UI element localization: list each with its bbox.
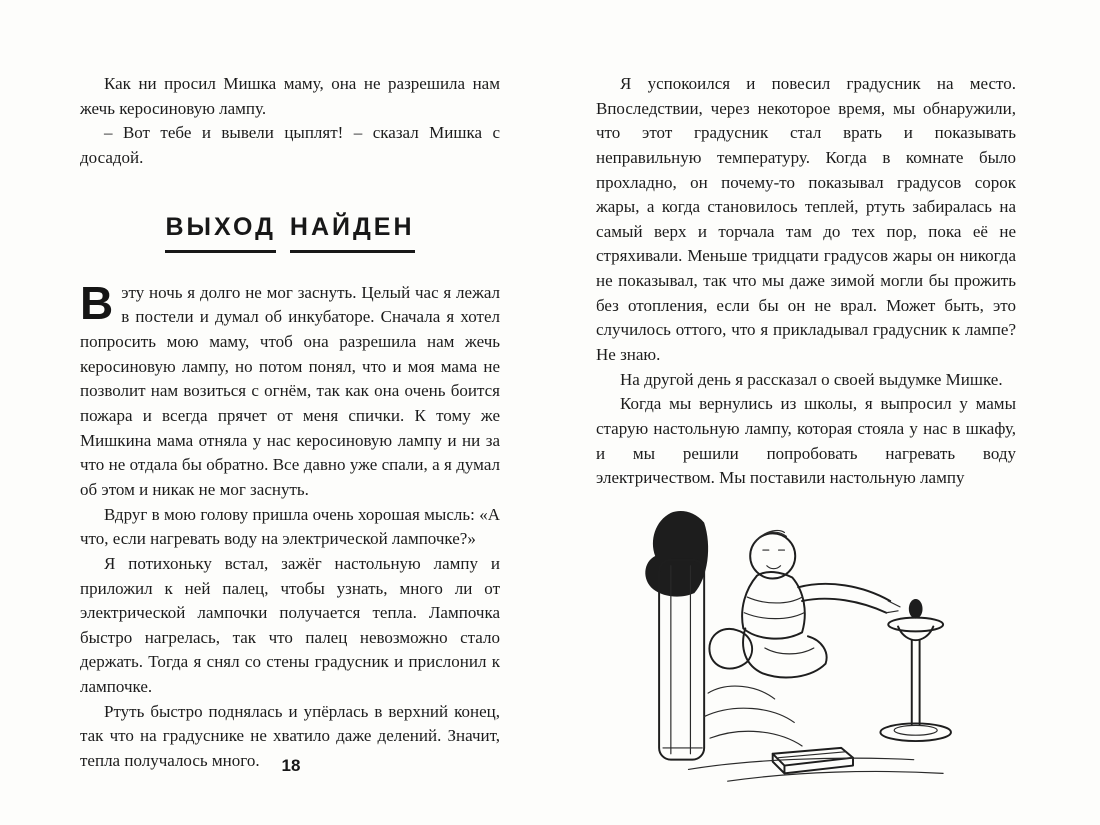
illustration-boy-lamp — [616, 507, 996, 791]
illustration-container — [596, 507, 1016, 799]
shadow-shape — [645, 511, 708, 597]
paragraph — [80, 276, 500, 503]
paragraph: Когда мы вернулись из школы, я выпросил у мамы старую настольную лампу, которая стояла у нас в шкафу, и мы решили попробовать нагревать воду электричеством. Мы поставили настольную лампу — [596, 394, 1016, 488]
paragraph: Вдруг в мою голову пришла очень хорошая мысль: «А что, если нагревать воду на электрической лампочке?» — [80, 504, 500, 549]
page-number: 18 — [281, 756, 301, 775]
chapter-heading-word: НАЙДЕН — [290, 209, 415, 253]
paragraph: Я потихоньку встал, зажёг настольную лампу и приложил к ней палец, чтобы узнать, много ли от электрической лампочки получается тепла. Лампочка быстро нагрелась, так что палец невозможно стало держать. Тогда я снял со стены градусник и прислонил к лампочке. — [80, 553, 500, 697]
paragraph: На другой день я рассказал о своей выдумке Мишке. — [620, 369, 1003, 389]
paragraph: Я успокоился и повесил градусник на место. Впоследствии, через некоторое время, мы обнаружили, что этот градусник стал врать и показывать неправильную температуру. Когда в комнате было прохладно, он почему-то показывал градусов сорок жары, а когда становилось теплей, ртуть забиралась на самый верх и торчала там до тех пор, пока её не стряхивали. Меньше тридцати градусов жары он никогда не показывал, так что мы даже зимой могли бы прожить без отопления, если бы он не врал. Может быть, это случилось оттого, что я прикладывал градусник к лампе? Не знаю. — [596, 74, 1016, 365]
paragraph: Как ни просил Мишка маму, она не разрешила нам жечь керосиновую лампу. — [80, 74, 500, 118]
chapter-heading-word: ВЫХОД — [165, 209, 275, 253]
lamp-bulb — [909, 599, 923, 619]
paragraph-text: эту ночь я долго не мог заснуть. Целый час я лежал в постели и думал об инкубаторе. Сначала я хотел попросить мою маму, чтоб она разрешила нам жечь керосиновую лампу, но потом понял, что и моя мама не позволит нам возиться с огнём, так как она очень боится пожара и всегда прячет от меня спички. К тому же Мишкина мама отняла у нас керосиновую лампу и ни за что не отдала бы обратно. Все давно уже спали, а я думал об этом и никак не мог заснуть. — [80, 282, 500, 499]
chapter-heading — [80, 209, 500, 253]
boy-figure — [742, 530, 900, 677]
book-shape — [773, 748, 853, 773]
paragraph: – Вот тебе и вывели цыплят! – сказал Мишка с досадой. — [80, 123, 500, 167]
right-column — [596, 72, 1016, 799]
left-column — [80, 72, 500, 799]
drop-cap: В — [80, 276, 114, 329]
lamp-shape — [880, 599, 951, 741]
bedding-shape — [704, 629, 802, 746]
paragraph: Ртуть быстро поднялась и упёрлась в верхний конец, так что на градуснике не хватило даже делений. Значит, тепла получалось много. — [80, 701, 500, 770]
